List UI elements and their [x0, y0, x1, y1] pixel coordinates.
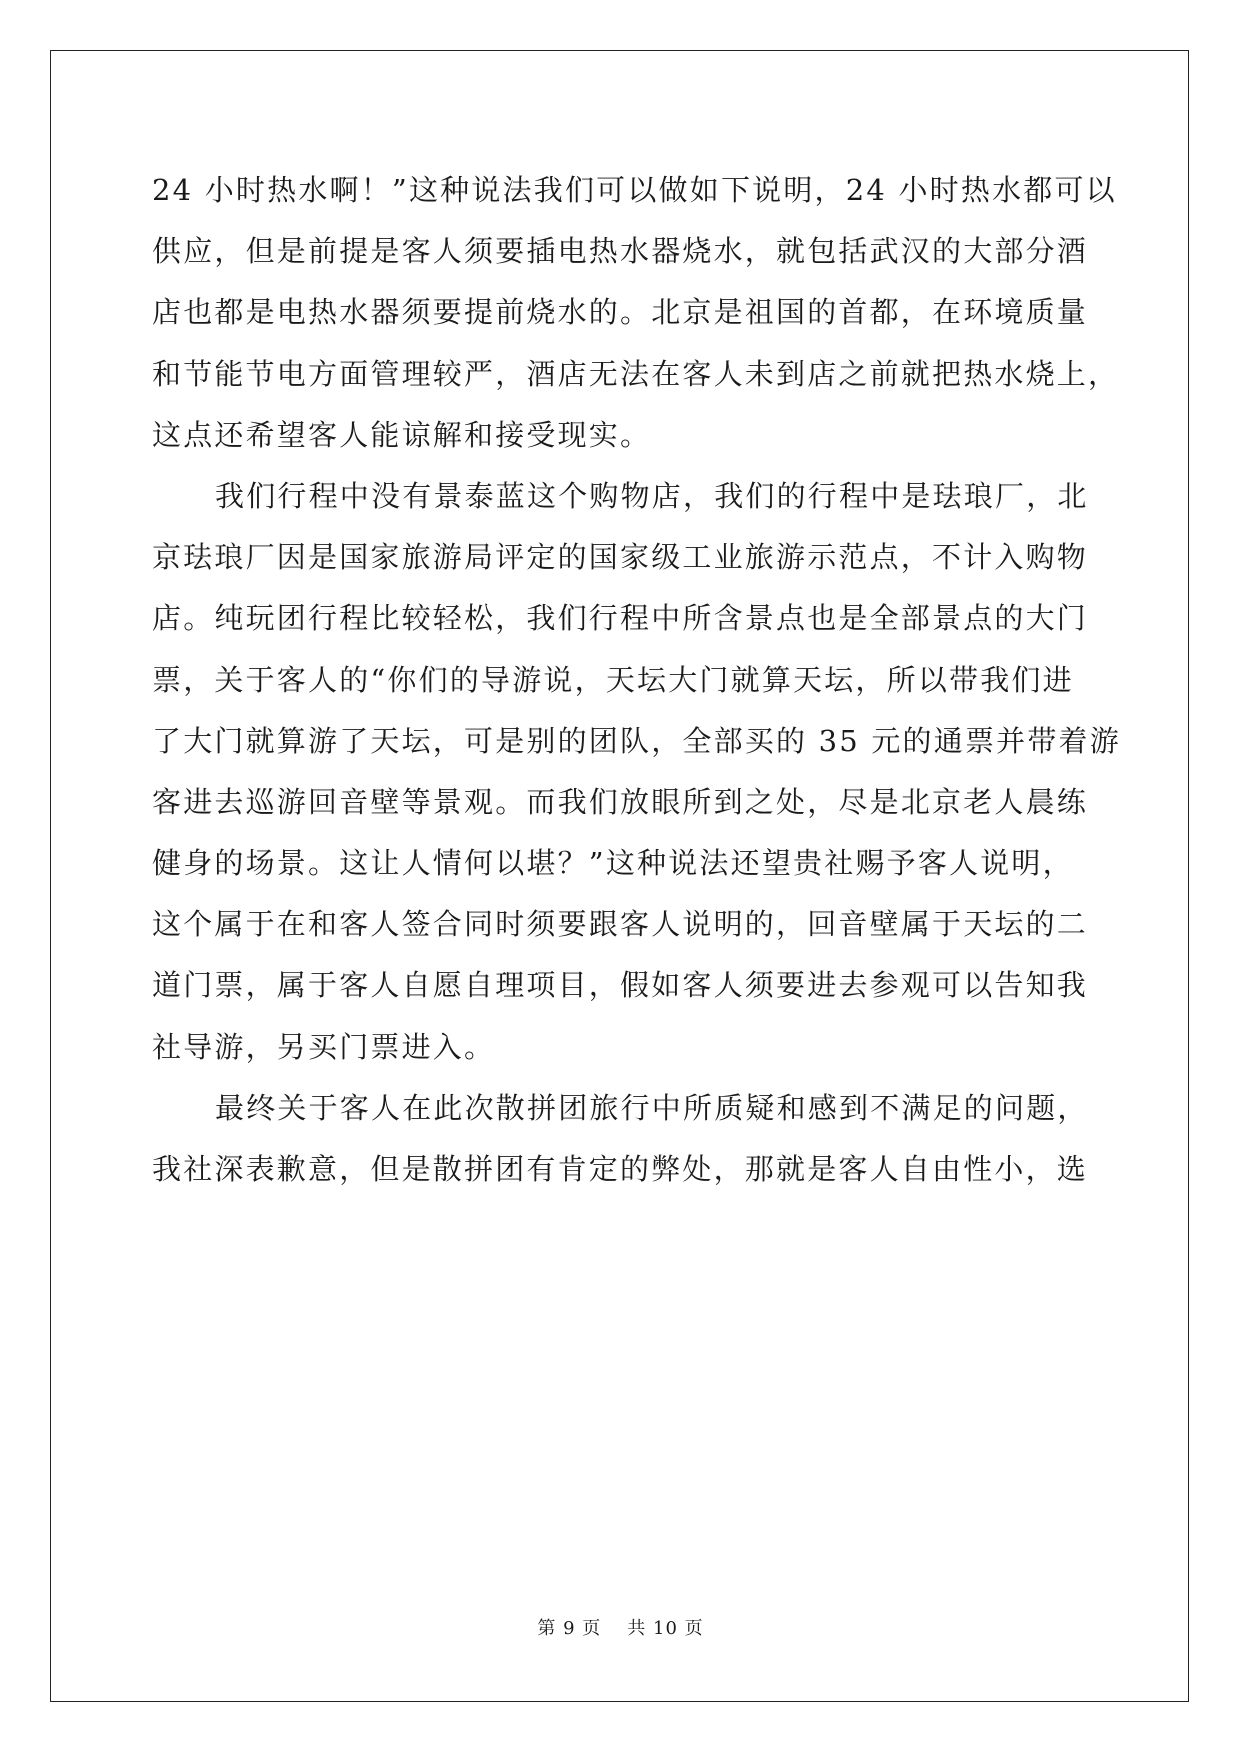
text-line: 道门票，属于客人自愿自理项目，假如客人须要进去参观可以告知我 — [152, 968, 1089, 1003]
document-body — [152, 160, 1121, 1200]
page-total: 共 10 页 — [627, 1618, 704, 1639]
text-line: 24 小时热水啊！”这种说法我们可以做如下说明，24 小时热水都可以 — [152, 173, 1117, 207]
page-footer — [0, 1614, 1241, 1640]
paragraph-first-line: 最终关于客人在此次散拼团旅行中所质疑和感到不满足的问题， — [215, 1090, 1089, 1125]
text-line: 票，关于客人的“你们的导游说，天坛大门就算天坛，所以带我们进 — [152, 662, 1074, 697]
text-line: 客进去巡游回音壁等景观。而我们放眼所到之处，尽是北京老人晨练 — [152, 784, 1089, 819]
text-line: 健身的场景。这让人情何以堪？”这种说法还望贵社赐予客人说明， — [152, 846, 1074, 881]
paragraph-first-line: 我们行程中没有景泰蓝这个购物店，我们的行程中是珐琅厂，北 — [215, 478, 1089, 513]
text-line: 店也都是电热水器须要提前烧水的。北京是祖国的首都，在环境质量 — [152, 295, 1089, 330]
text-line: 店。纯玩团行程比较轻松，我们行程中所含景点也是全部景点的大门 — [152, 601, 1089, 636]
page-number: 第 9 页 — [537, 1618, 602, 1639]
text-line: 供应，但是前提是客人须要插电热水器烧水，就包括武汉的大部分酒 — [152, 234, 1089, 269]
text-line: 这点还希望客人能谅解和接受现实。 — [152, 417, 652, 452]
text-line: 了大门就算游了天坛，可是别的团队，全部买的 35 元的通票并带着游 — [152, 723, 1121, 758]
text-line: 京珐琅厂因是国家旅游局评定的国家级工业旅游示范点，不计入购物 — [152, 540, 1089, 575]
text-line: 和节能节电方面管理较严，酒店无法在客人未到店之前就把热水烧上， — [152, 356, 1120, 391]
text-line: 我社深表歉意，但是散拼团有肯定的弊处，那就是客人自由性小，选 — [152, 1152, 1089, 1186]
text-line: 社导游，另买门票进入。 — [152, 1029, 496, 1064]
text-line: 这个属于在和客人签合同时须要跟客人说明的，回音壁属于天坛的二 — [152, 907, 1089, 942]
